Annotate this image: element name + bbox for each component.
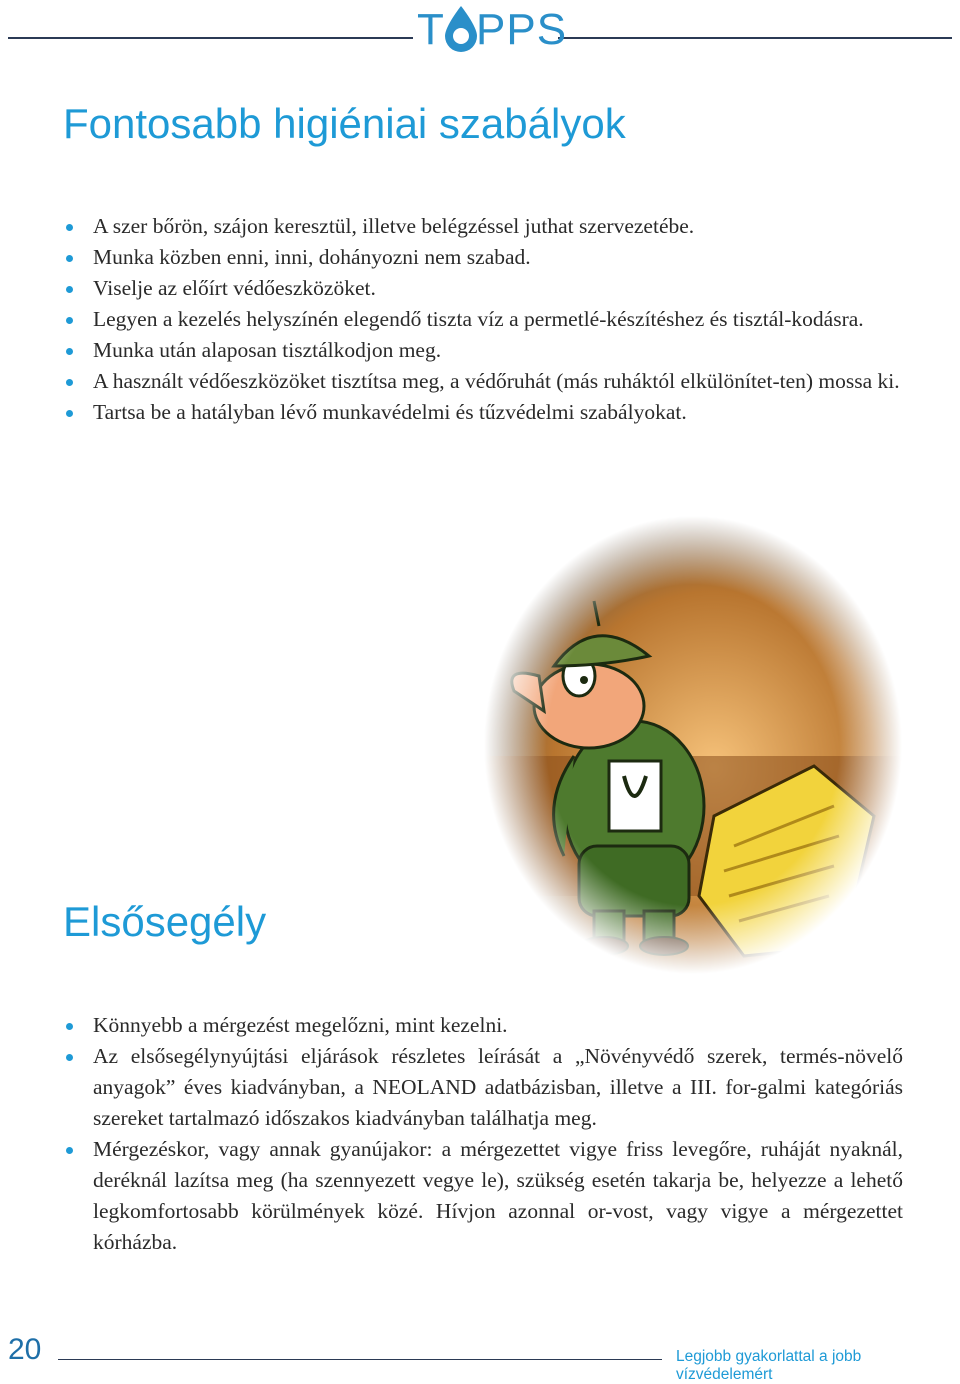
list-item: Tartsa be a hatályban lévő munkavédelmi és tűzvédelmi szabályokat. [63, 397, 903, 428]
farmer-reading-label-illustration [484, 516, 902, 974]
first-aid-list [63, 1010, 903, 1258]
list-item: Könnyebb a mérgezést megelőzni, mint kezelni. [63, 1010, 903, 1041]
list-item: Mérgezéskor, vagy annak gyanújakor: a mérgezettet vigye friss levegőre, ruháját nyaknál, deréknál lazítsa meg (ha szennyezett vegye le), szükség esetén takarja be, helyezze a lehető legkomfortosabb körülmények közé. Hívjon azonnal or-vost, vagy vigye a mérgezettet kórházba. [63, 1134, 903, 1258]
page-title: Fontosabb higiéniai szabályok [63, 100, 626, 147]
header-rule-left [8, 37, 413, 39]
list-item: A szer bőrön, szájon keresztül, illetve belégzéssel juthat szervezetébe. [63, 211, 903, 242]
hygiene-rules-list [63, 211, 903, 428]
logo-letters-pps: PPS [476, 5, 568, 54]
list-item: Viselje az előírt védőeszközöket. [63, 273, 903, 304]
logo-letter-t: T [417, 5, 445, 54]
list-item: A használt védőeszközöket tisztítsa meg, a védőruhát (más ruháktól elkülönítet-ten) mossa ki. [63, 366, 903, 397]
section-title-first-aid: Elsősegély [63, 898, 267, 945]
topps-logo [412, 2, 568, 58]
footer-tagline: Legjobb gyakorlattal a jobb vízvédelemért [676, 1348, 862, 1383]
list-item: Az elsősegélynyújtási eljárások részletes leírását a „Növényvédő szerek, termés-növelő anyagok” éves kiadványban, a NEOLAND adatbázisban, illetve a III. for-galmi kategóriás szereket tartalmazó időszakos kiadványban találhatja meg. [63, 1041, 903, 1134]
page-number: 20 [8, 1333, 42, 1366]
header-rule-right [558, 37, 952, 39]
list-item: Legyen a kezelés helyszínén elegendő tiszta víz a permetlé-készítéshez és tisztál-kodásra. [63, 304, 903, 335]
list-item: Munka után alaposan tisztálkodjon meg. [63, 335, 903, 366]
footer-rule [58, 1359, 662, 1360]
list-item: Munka közben enni, inni, dohányozni nem szabad. [63, 242, 903, 273]
